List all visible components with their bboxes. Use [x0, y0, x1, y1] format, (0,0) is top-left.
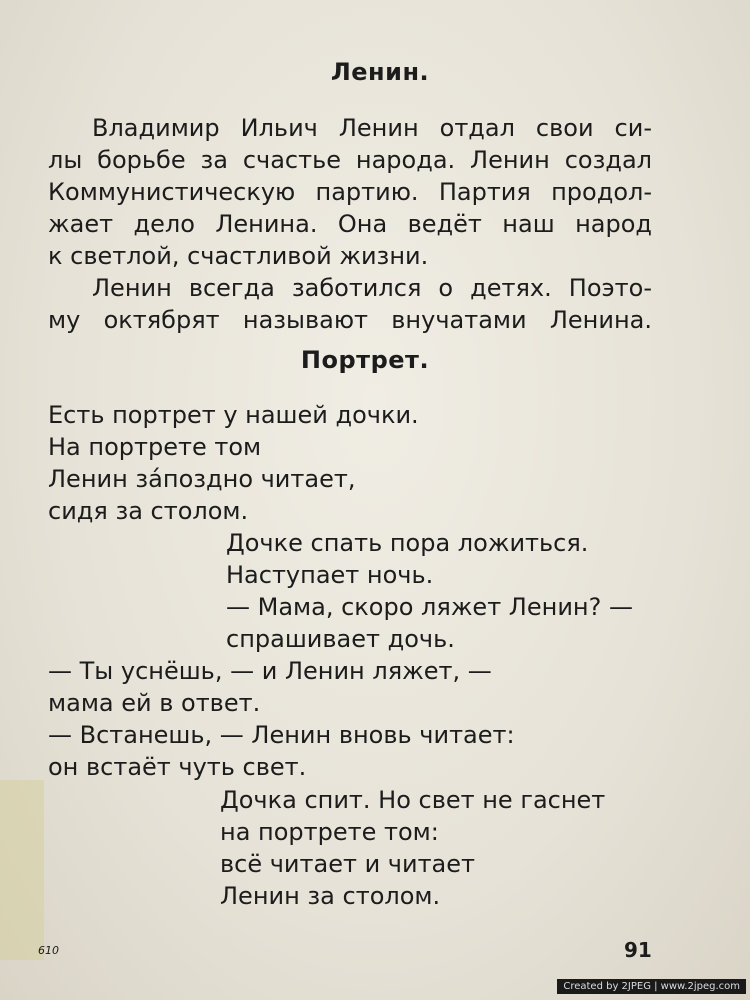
prose-line: Владимир Ильич Ленин отдал свои си- — [92, 114, 652, 142]
poem-line: Ленин за столом. — [220, 882, 441, 910]
poem-line: он встаёт чуть свет. — [48, 753, 307, 781]
poem-line: Ленин за́поздно читает, — [48, 465, 356, 493]
paper-stain — [0, 780, 44, 960]
poem-line: На портрете том — [48, 433, 262, 461]
prose-line: к светлой, счастливой жизни. — [48, 242, 429, 270]
heading-lenin: Ленин. — [330, 58, 430, 86]
poem-line: — Ты уснёшь, — и Ленин ляжет, — — [48, 657, 492, 685]
poem-line: — Мама, скоро ляжет Ленин? — — [226, 593, 633, 621]
page-number: 91 — [624, 938, 652, 962]
prose-line: жает дело Ленина. Она ведёт наш народ — [48, 210, 652, 238]
poem-line: мама ей в ответ. — [48, 689, 261, 717]
prose-line: Ленин всегда заботился о детях. Поэто- — [92, 274, 652, 302]
poem-line: Есть портрет у нашей дочки. — [48, 401, 419, 429]
poem-line: всё читает и читает — [220, 850, 476, 878]
poem-line: спрашивает дочь. — [226, 625, 455, 653]
watermark: Created by 2JPEG | www.2jpeg.com — [557, 979, 746, 994]
poem-line: сидя за столом. — [48, 497, 249, 525]
poem-line: Дочке спать пора ложиться. — [226, 529, 589, 557]
poem-line: на портрете том: — [220, 818, 439, 846]
prose-line: Коммунистическую партию. Партия продол- — [48, 178, 652, 206]
poem-line: Дочка спит. Но свет не гаснет — [220, 786, 606, 814]
poem-line: Наступает ночь. — [226, 561, 434, 589]
heading-portrait: Портрет. — [300, 346, 430, 374]
prose-line: лы борьбе за счастье народа. Ленин создал — [48, 146, 652, 174]
signature-mark: 610 — [38, 944, 59, 957]
prose-line: му октябрят называют внучатами Ленина. — [48, 306, 652, 334]
poem-line: — Встанешь, — Ленин вновь читает: — [48, 721, 515, 749]
